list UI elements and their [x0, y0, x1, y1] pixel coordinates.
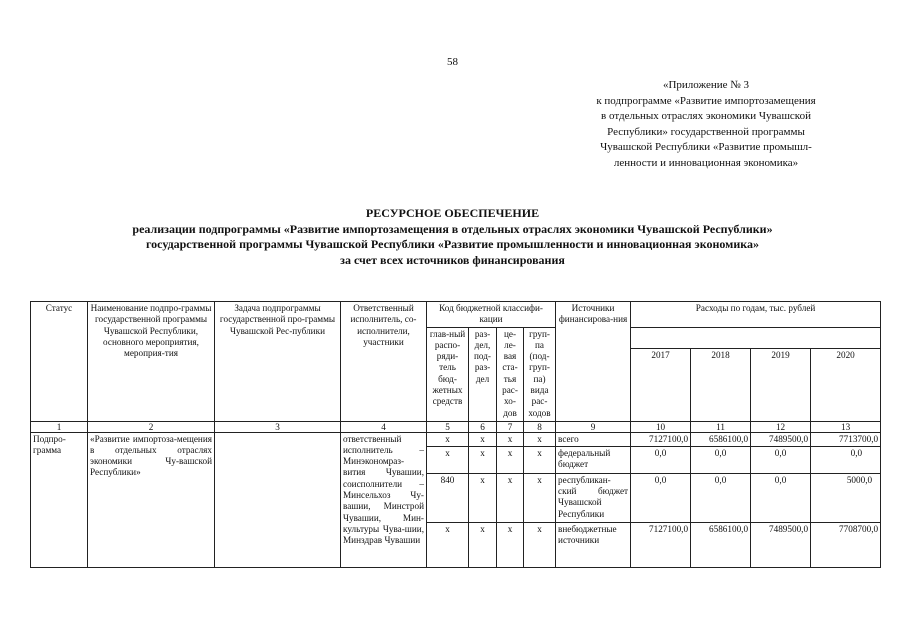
executor-cell: ответственный исполнитель – Минэкономраз-вития Чувашии, соисполнители – Минсельхоз Чу-вашии, Минстрой Чувашии, Мин-культуры Чува-шии, Минздрав Чувашии [341, 432, 427, 567]
header-budget-code: Код бюджетной классифи-кации [427, 302, 556, 328]
code-section-cell: x [469, 522, 497, 567]
amount-2018-cell: 6586100,0 [691, 522, 751, 567]
column-number: 10 [631, 421, 691, 432]
appendix-line: Чувашской Республики «Развитие промышл- [600, 141, 812, 154]
code-main-cell: x [427, 446, 469, 473]
code-main-cell: 840 [427, 473, 469, 522]
amount-2019-cell: 7489500,0 [751, 432, 811, 446]
column-number: 4 [341, 421, 427, 432]
amount-2018-cell: 6586100,0 [691, 432, 751, 446]
task-cell [215, 432, 341, 567]
header-name: Наименование подпро-граммы государственной программы Чувашской Республики, основного мероприятия, мероприя-тия [88, 302, 215, 422]
header-code-section: раз-дел, под-раз-дел [469, 327, 497, 421]
header-year: 2018 [691, 348, 751, 421]
amount-2017-cell: 0,0 [631, 446, 691, 473]
status-cell: Подпро-грамма [31, 432, 88, 567]
appendix-line: к подпрограмме «Развитие импортозамещения [596, 94, 816, 107]
source-cell: внебюджетные источники [556, 522, 631, 567]
header-expenses: Расходы по годам, тыс. рублей [631, 302, 881, 328]
header-code-main: глав-ный распо-ряди-тель бюд-жетных средств [427, 327, 469, 421]
table-row [31, 432, 881, 446]
column-number: 2 [88, 421, 215, 432]
appendix-line: Республики» государственной программы [607, 125, 805, 138]
header-status: Статус [31, 302, 88, 422]
appendix-line: в отдельных отраслях экономики Чувашской [601, 110, 811, 123]
amount-2019-cell: 0,0 [751, 473, 811, 522]
column-number: 12 [751, 421, 811, 432]
code-section-cell: x [469, 473, 497, 522]
amount-2017-cell: 0,0 [631, 473, 691, 522]
code-target-cell: x [497, 432, 524, 446]
amount-2018-cell: 0,0 [691, 446, 751, 473]
column-number: 6 [469, 421, 497, 432]
title-line: РЕСУРСНОЕ ОБЕСПЕЧЕНИЕ [365, 206, 540, 220]
code-main-cell: x [427, 522, 469, 567]
document-title [0, 206, 905, 268]
header-source: Источники финансирова-ния [556, 302, 631, 422]
column-number: 3 [215, 421, 341, 432]
appendix-line: «Приложение № 3 [662, 79, 750, 91]
page-number: 58 [447, 56, 458, 68]
code-main-cell: x [427, 432, 469, 446]
resource-table [30, 301, 881, 568]
header-code-target: це-ле-вая ста-тья рас-хо-дов [497, 327, 524, 421]
amount-2020-cell: 0,0 [811, 446, 881, 473]
appendix-line: ленности и инновационная экономика» [613, 156, 799, 169]
title-line: за счет всех источников финансирования [340, 252, 565, 267]
header-year: 2019 [751, 348, 811, 421]
amount-2018-cell: 0,0 [691, 473, 751, 522]
amount-2017-cell: 7127100,0 [631, 522, 691, 567]
program-name-cell: «Развитие импортоза-мещения в отдельных отраслях экономики Чу-вашской Республики» [88, 432, 215, 567]
header-year: 2017 [631, 348, 691, 421]
column-number-row [31, 421, 881, 432]
column-number: 11 [691, 421, 751, 432]
column-number: 7 [497, 421, 524, 432]
code-target-cell: x [497, 522, 524, 567]
amount-2020-cell: 7713700,0 [811, 432, 881, 446]
column-number: 13 [811, 421, 881, 432]
title-line: государственной программы Чувашской Республики «Развитие промышленности и инновационная экономика» [146, 237, 759, 251]
source-cell: федеральный бюджет [556, 446, 631, 473]
code-group-cell: x [524, 473, 556, 522]
code-target-cell: x [497, 446, 524, 473]
amount-2020-cell: 5000,0 [811, 473, 881, 522]
code-group-cell: x [524, 522, 556, 567]
header-task: Задача подпрограммы государственной про-граммы Чувашской Рес-публики [215, 302, 341, 422]
appendix-note [556, 78, 856, 172]
code-section-cell: x [469, 432, 497, 446]
code-group-cell: x [524, 446, 556, 473]
header-code-group: груп-па (под-груп-па) вида рас-ходов [524, 327, 556, 421]
column-number: 1 [31, 421, 88, 432]
amount-2019-cell: 7489500,0 [751, 522, 811, 567]
header-executor: Ответственный исполнитель, со-исполнители, участники [341, 302, 427, 422]
title-line: реализации подпрограммы «Развитие импортозамещения в отдельных отраслях экономики Чувашской Республики» [132, 221, 773, 236]
code-section-cell: x [469, 446, 497, 473]
code-target-cell: x [497, 473, 524, 522]
source-cell: республикан-ский бюджет Чувашской Республики [556, 473, 631, 522]
amount-2017-cell: 7127100,0 [631, 432, 691, 446]
code-group-cell: x [524, 432, 556, 446]
amount-2019-cell: 0,0 [751, 446, 811, 473]
header-expenses-spacer [631, 327, 881, 348]
source-cell: всего [556, 432, 631, 446]
column-number: 5 [427, 421, 469, 432]
header-year: 2020 [811, 348, 881, 421]
column-number: 8 [524, 421, 556, 432]
column-number: 9 [556, 421, 631, 432]
amount-2020-cell: 7708700,0 [811, 522, 881, 567]
